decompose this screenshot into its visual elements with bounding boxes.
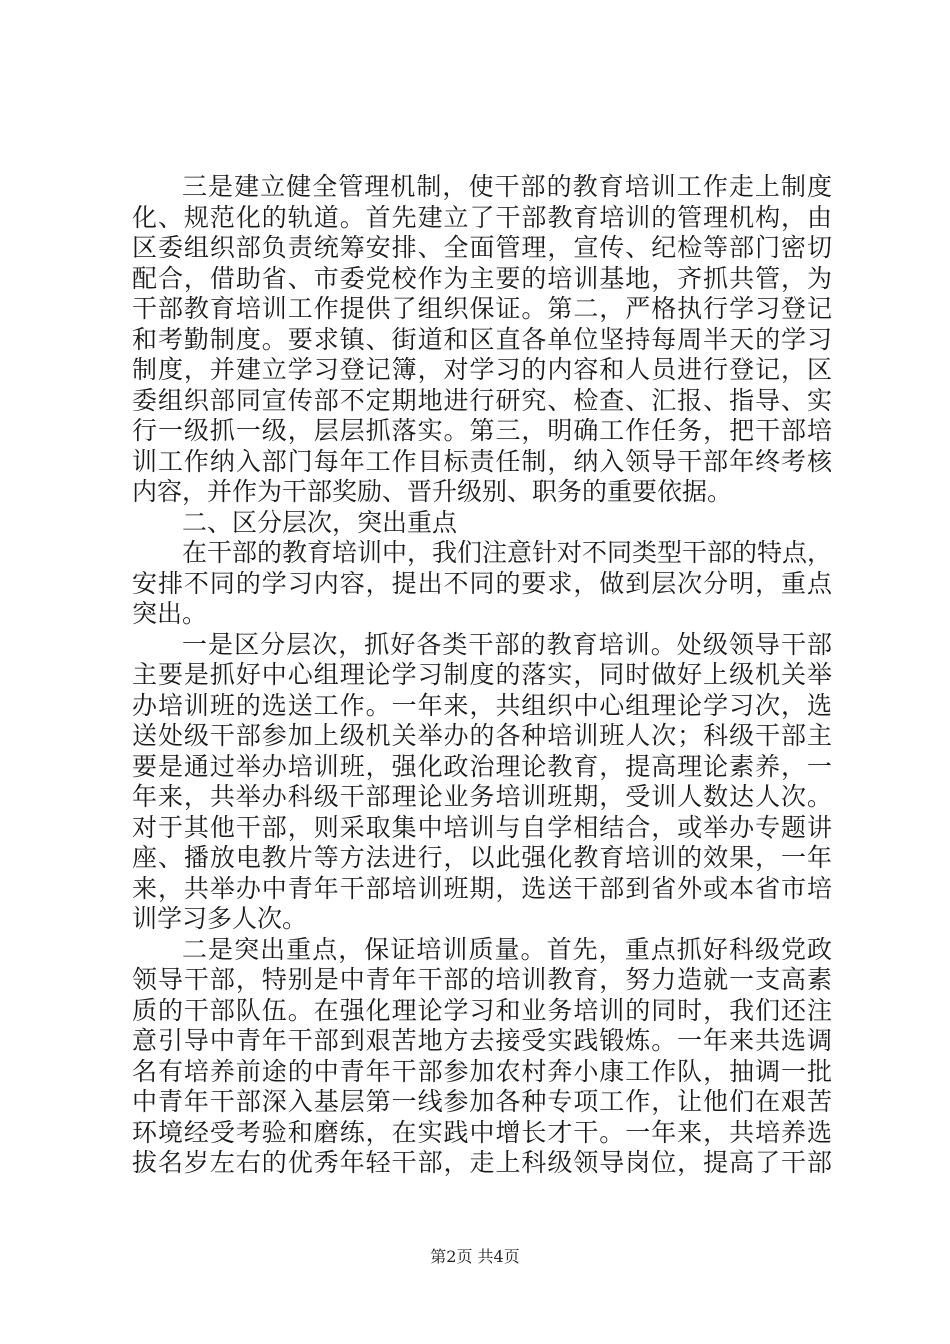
text-line: 一是区分层次，抓好各类干部的教育培训。处级领导干部 xyxy=(182,629,832,659)
text-line: 干部教育培训工作提供了组织保证。第二，严格执行学习登记 xyxy=(132,294,832,323)
text-line: 办培训班的选送工作。一年来，共组织中心组理论学习次，选 xyxy=(132,690,832,720)
text-line: 制度，并建立学习登记簿，对学习的内容和人员进行登记，区 xyxy=(132,355,832,384)
text-line: 质的干部队伍。在强化理论学习和业务培训的同时，我们还注 xyxy=(132,995,832,1025)
text-line: 环境经受考验和磨练，在实践中增长才干。一年来，共培养选 xyxy=(132,1117,832,1147)
text-line: 拔名岁左右的优秀年轻干部，走上科级领导岗位，提高了干部 xyxy=(132,1148,832,1177)
text-line: 训学习多人次。 xyxy=(132,904,308,933)
text-line: 意引导中青年干部到艰苦地方去接受实践锻炼。一年来共选调 xyxy=(132,1026,832,1055)
text-line: 二、区分层次，突出重点 xyxy=(182,507,458,537)
text-line: 内容，并作为干部奖励、晋升级别、职务的重要依据。 xyxy=(132,477,733,506)
text-line: 安排不同的学习内容，提出不同的要求，做到层次分明，重点 xyxy=(132,568,832,598)
text-line: 年来，共举办科级干部理论业务培训班期，受训人数达人次。 xyxy=(132,782,832,811)
text-line: 委组织部同宣传部不定期地进行研究、检查、汇报、指导、实 xyxy=(132,385,832,415)
text-line: 配合，借助省、市委党校作为主要的培训基地，齐抓共管，为 xyxy=(132,263,832,293)
text-line: 训工作纳入部门每年工作目标责任制，纳入领导干部年终考核 xyxy=(132,446,832,476)
text-line: 化、规范化的轨道。首先建立了干部教育培训的管理机构，由 xyxy=(132,202,832,232)
body-text xyxy=(132,172,832,1179)
text-line: 区委组织部负责统筹安排、全面管理，宣传、纪检等部门密切 xyxy=(132,233,832,262)
text-line: 名有培养前途的中青年干部参加农村奔小康工作队，抽调一批 xyxy=(132,1056,832,1086)
text-line: 主要是抓好中心组理论学习制度的落实，同时做好上级机关举 xyxy=(132,660,832,689)
text-line: 中青年干部深入基层第一线参加各种专项工作，让他们在艰苦 xyxy=(132,1087,832,1116)
text-line: 突出。 xyxy=(132,599,208,628)
text-line: 来，共举办中青年干部培训班期，选送干部到省外或本省市培 xyxy=(132,873,832,903)
text-line: 对于其他干部，则采取集中培训与自学相结合，或举办专题讲 xyxy=(132,812,832,842)
text-line: 领导干部，特别是中青年干部的培训教育，努力造就一支高素 xyxy=(132,965,832,994)
text-line: 座、播放电教片等方法进行，以此强化教育培训的效果，一年 xyxy=(132,843,832,872)
text-line: 和考勤制度。要求镇、街道和区直各单位坚持每周半天的学习 xyxy=(132,324,832,354)
text-line: 二是突出重点，保证培训质量。首先，重点抓好科级党政 xyxy=(182,934,832,964)
text-line: 要是通过举办培训班，强化政治理论教育，提高理论素养，一 xyxy=(132,751,832,781)
page-footer: 第2页 共4页 xyxy=(430,1247,520,1266)
text-line: 在干部的教育培训中，我们注意针对不同类型干部的特点， xyxy=(182,538,832,567)
text-line: 三是建立健全管理机制，使干部的教育培训工作走上制度 xyxy=(182,172,832,201)
text-line: 送处级干部参加上级机关举办的各种培训班人次；科级干部主 xyxy=(132,721,832,750)
text-line: 行一级抓一级，层层抓落实。第三，明确工作任务，把干部培 xyxy=(132,416,832,445)
